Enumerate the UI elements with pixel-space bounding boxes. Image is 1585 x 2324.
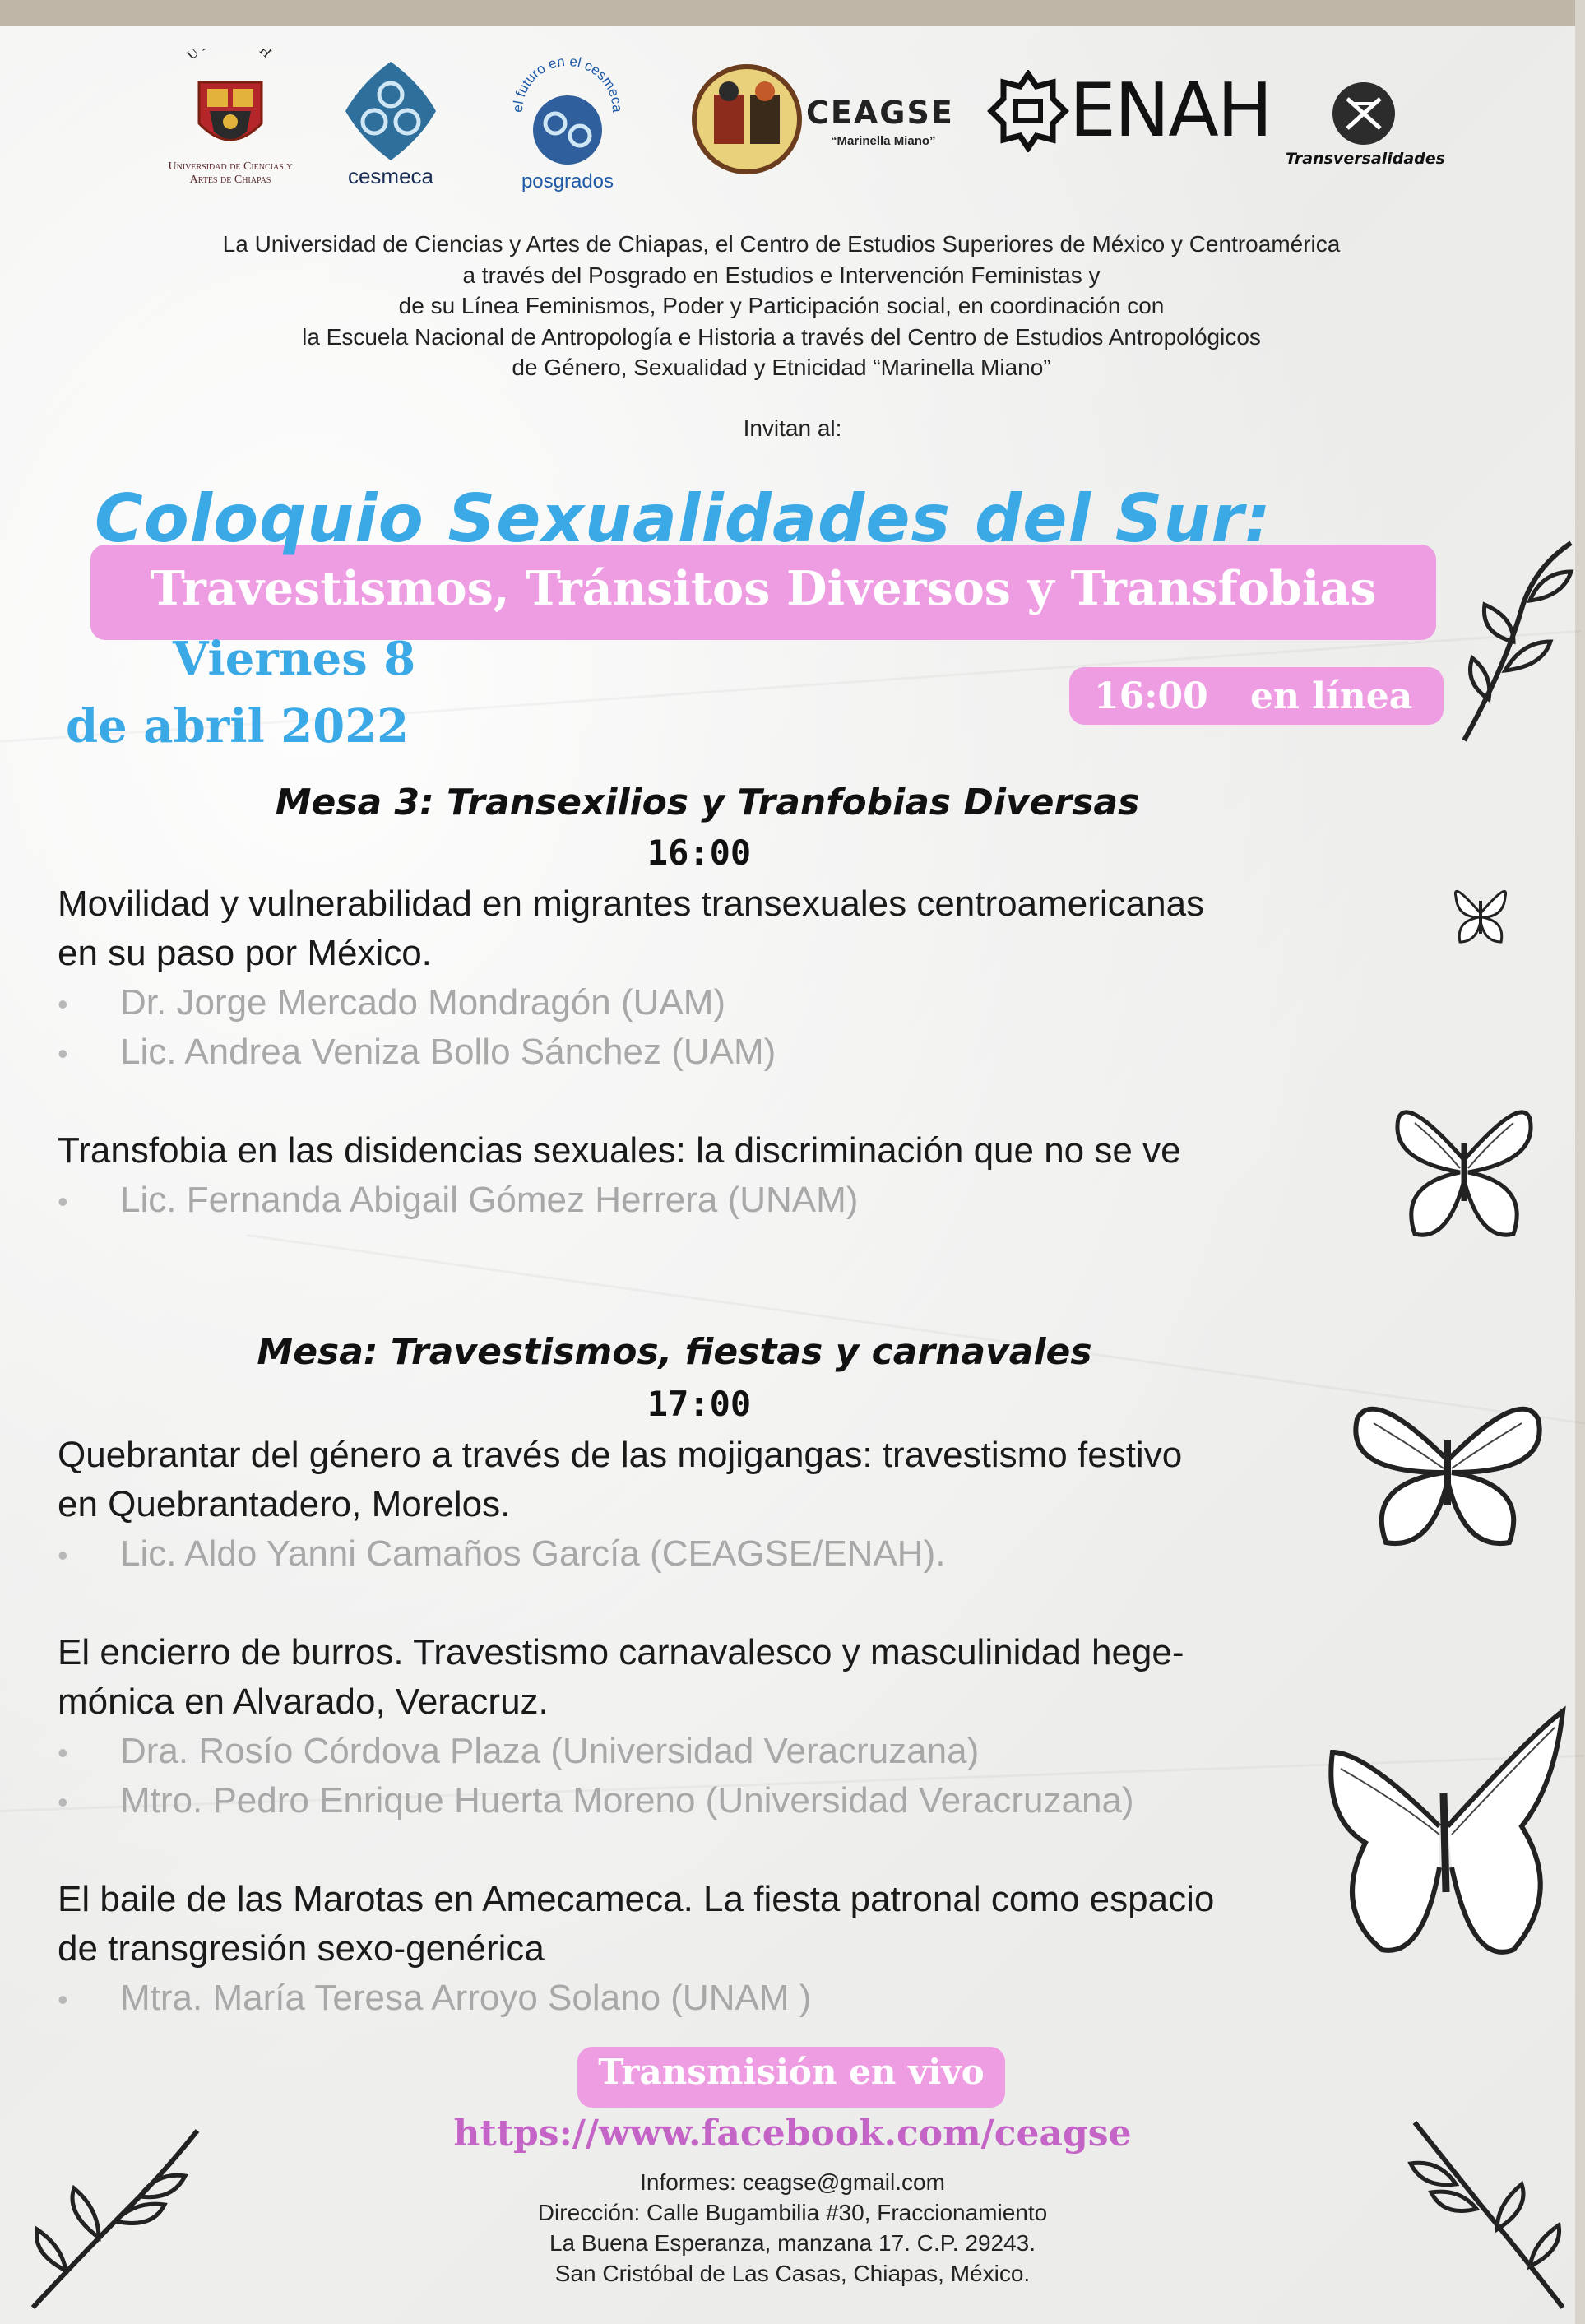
butterfly-icon <box>1341 1382 1555 1555</box>
footer-address-line: San Cristóbal de Las Casas, Chiapas, México. <box>554 2261 1031 2286</box>
mesa2-title: Mesa: Travestismos, fiestas y carnavales <box>257 1331 1092 1373</box>
bullet-icon: • <box>58 1037 68 1070</box>
bullet-icon: • <box>58 1185 68 1218</box>
mesa1-time: 16:00 <box>647 833 752 873</box>
butterfly-icon <box>1448 876 1513 950</box>
talk-title-line: en su paso por México. <box>58 933 432 973</box>
talk-title-line: de transgresión sexo-genérica <box>58 1928 545 1969</box>
time-badge <box>1069 667 1444 725</box>
footer-address-line: Dirección: Calle Bugambilia #30, Fraccionamiento <box>537 2200 1048 2225</box>
intro-line: de su Línea Feminismos, Poder y Participación social, en coordinación con <box>398 293 1165 318</box>
bullet-icon: • <box>58 1785 68 1819</box>
talk-title <box>58 879 1324 978</box>
intro-line: de Género, Sexualidad y Etnicidad “Marinella Miano” <box>512 355 1051 380</box>
svg-text:UNICACH: U H <box>183 49 277 63</box>
branch-icon <box>1398 2106 1579 2312</box>
cesmeca-label: cesmeca <box>347 164 434 188</box>
speaker: • Lic. Aldo Yanni Camaños García (CEAGSE/ENAH). <box>58 1529 1324 1580</box>
mesa2-time: 17:00 <box>647 1384 752 1424</box>
branch-icon <box>1456 535 1579 749</box>
svg-text:el futuro en el cesmeca: el futuro en el cesmeca <box>509 53 626 114</box>
bullet-icon: • <box>58 987 68 1021</box>
speaker: • Lic. Andrea Veniza Bollo Sánchez (UAM) <box>58 1027 1324 1079</box>
invitan-text: Invitan al: <box>743 415 842 441</box>
talk-title-line: El encierro de burros. Travestismo carnavalesco y masculinidad hege- <box>58 1632 1184 1672</box>
footer-info <box>0 2167 1585 2289</box>
unicach-logo: U H Universidad de Ciencias y Artes de Chiapas <box>148 49 313 206</box>
bullet-icon: • <box>58 1736 68 1770</box>
footer-address-line: La Buena Esperanza, manzana 17. C.P. 29243. <box>549 2230 1036 2256</box>
butterfly-icon <box>1316 1703 1571 1974</box>
date-month-year: de abril 2022 <box>66 699 410 754</box>
bullet-icon: • <box>58 1538 68 1572</box>
date-weekday: Viernes 8 <box>173 632 416 686</box>
talk-title <box>58 1875 1324 1974</box>
transversalidades-logo <box>1275 81 1456 171</box>
speaker: • Dra. Rosío Córdova Plaza (Universidad Veracruzana) <box>58 1727 1324 1778</box>
talk-title-line: Quebrantar del género a través de las mojigangas: travestismo festivo <box>58 1435 1183 1475</box>
talk-title-line: en Quebrantadero, Morelos. <box>58 1484 511 1524</box>
stream-url-link[interactable]: https://www.facebook.com/ceagse <box>453 2113 1132 2155</box>
intro-text <box>99 229 1464 383</box>
footer-email: Informes: ceagse@gmail.com <box>640 2169 945 2195</box>
intro-line: La Universidad de Ciencias y Artes de Chiapas, el Centro de Estudios Superiores de México y Centroamérica <box>222 231 1341 257</box>
speaker: • Mtro. Pedro Enrique Huerta Moreno (Universidad Veracruzana) <box>58 1776 1324 1827</box>
talk-title-line: Transfobia en las disidencias sexuales: la discriminación que no se ve <box>58 1130 1181 1171</box>
branch-icon <box>16 2114 206 2312</box>
speaker: • Mtra. María Teresa Arroyo Solano (UNAM ) <box>58 1974 1324 2025</box>
event-subtitle: Travestismos, Tránsitos Diversos y Transfobias <box>150 561 1377 616</box>
posgrados-label: posgrados <box>521 170 614 193</box>
stream-label: Transmisión en vivo <box>598 2052 985 2092</box>
transversalidades-label: Transversalidades <box>1286 150 1445 168</box>
intro-line: la Escuela Nacional de Antropología e Historia a través del Centro de Estudios Antropológicos <box>302 323 1261 350</box>
time-badge-time: 16:00 <box>1094 675 1208 717</box>
ceagse-logo <box>689 62 969 177</box>
intro-line: a través del Posgrado en Estudios e Intervención Feministas y <box>462 262 1101 288</box>
ceagse-label: CEAGSE <box>806 95 954 131</box>
talk-title-line: mónica en Alvarado, Veracruz. <box>58 1682 549 1722</box>
talk-title-line: Movilidad y vulnerabilidad en migrantes transexuales centroamericanas <box>58 884 1205 924</box>
top-border <box>0 0 1575 26</box>
logo-bar <box>0 49 1585 214</box>
ceagse-sublabel: “Marinella Miano” <box>831 134 936 148</box>
cesmeca-logo <box>337 58 444 197</box>
right-border <box>1575 0 1585 2324</box>
talk-title <box>58 1628 1324 1727</box>
speaker: • Dr. Jorge Mercado Mondragón (UAM) <box>58 978 1324 1029</box>
talk-title <box>58 1126 1324 1176</box>
speaker: • Lic. Fernanda Abigail Gómez Herrera (UNAM) <box>58 1176 1324 1227</box>
enah-logo <box>987 67 1272 160</box>
enah-label: ENAH <box>1069 67 1272 154</box>
talk-title-line: El baile de las Marotas en Amecameca. La fiesta patronal como espacio <box>58 1879 1215 1919</box>
mesa1-title: Mesa 3: Transexilios y Tranfobias Diversas <box>275 782 1140 823</box>
talk-title <box>58 1431 1324 1529</box>
event-title: Coloquio Sexualidades del Sur: <box>95 480 1272 557</box>
bullet-icon: • <box>58 1983 68 2016</box>
posgrados-logo <box>498 49 637 206</box>
time-badge-mode: en línea <box>1250 675 1413 717</box>
butterfly-icon <box>1382 1086 1546 1250</box>
